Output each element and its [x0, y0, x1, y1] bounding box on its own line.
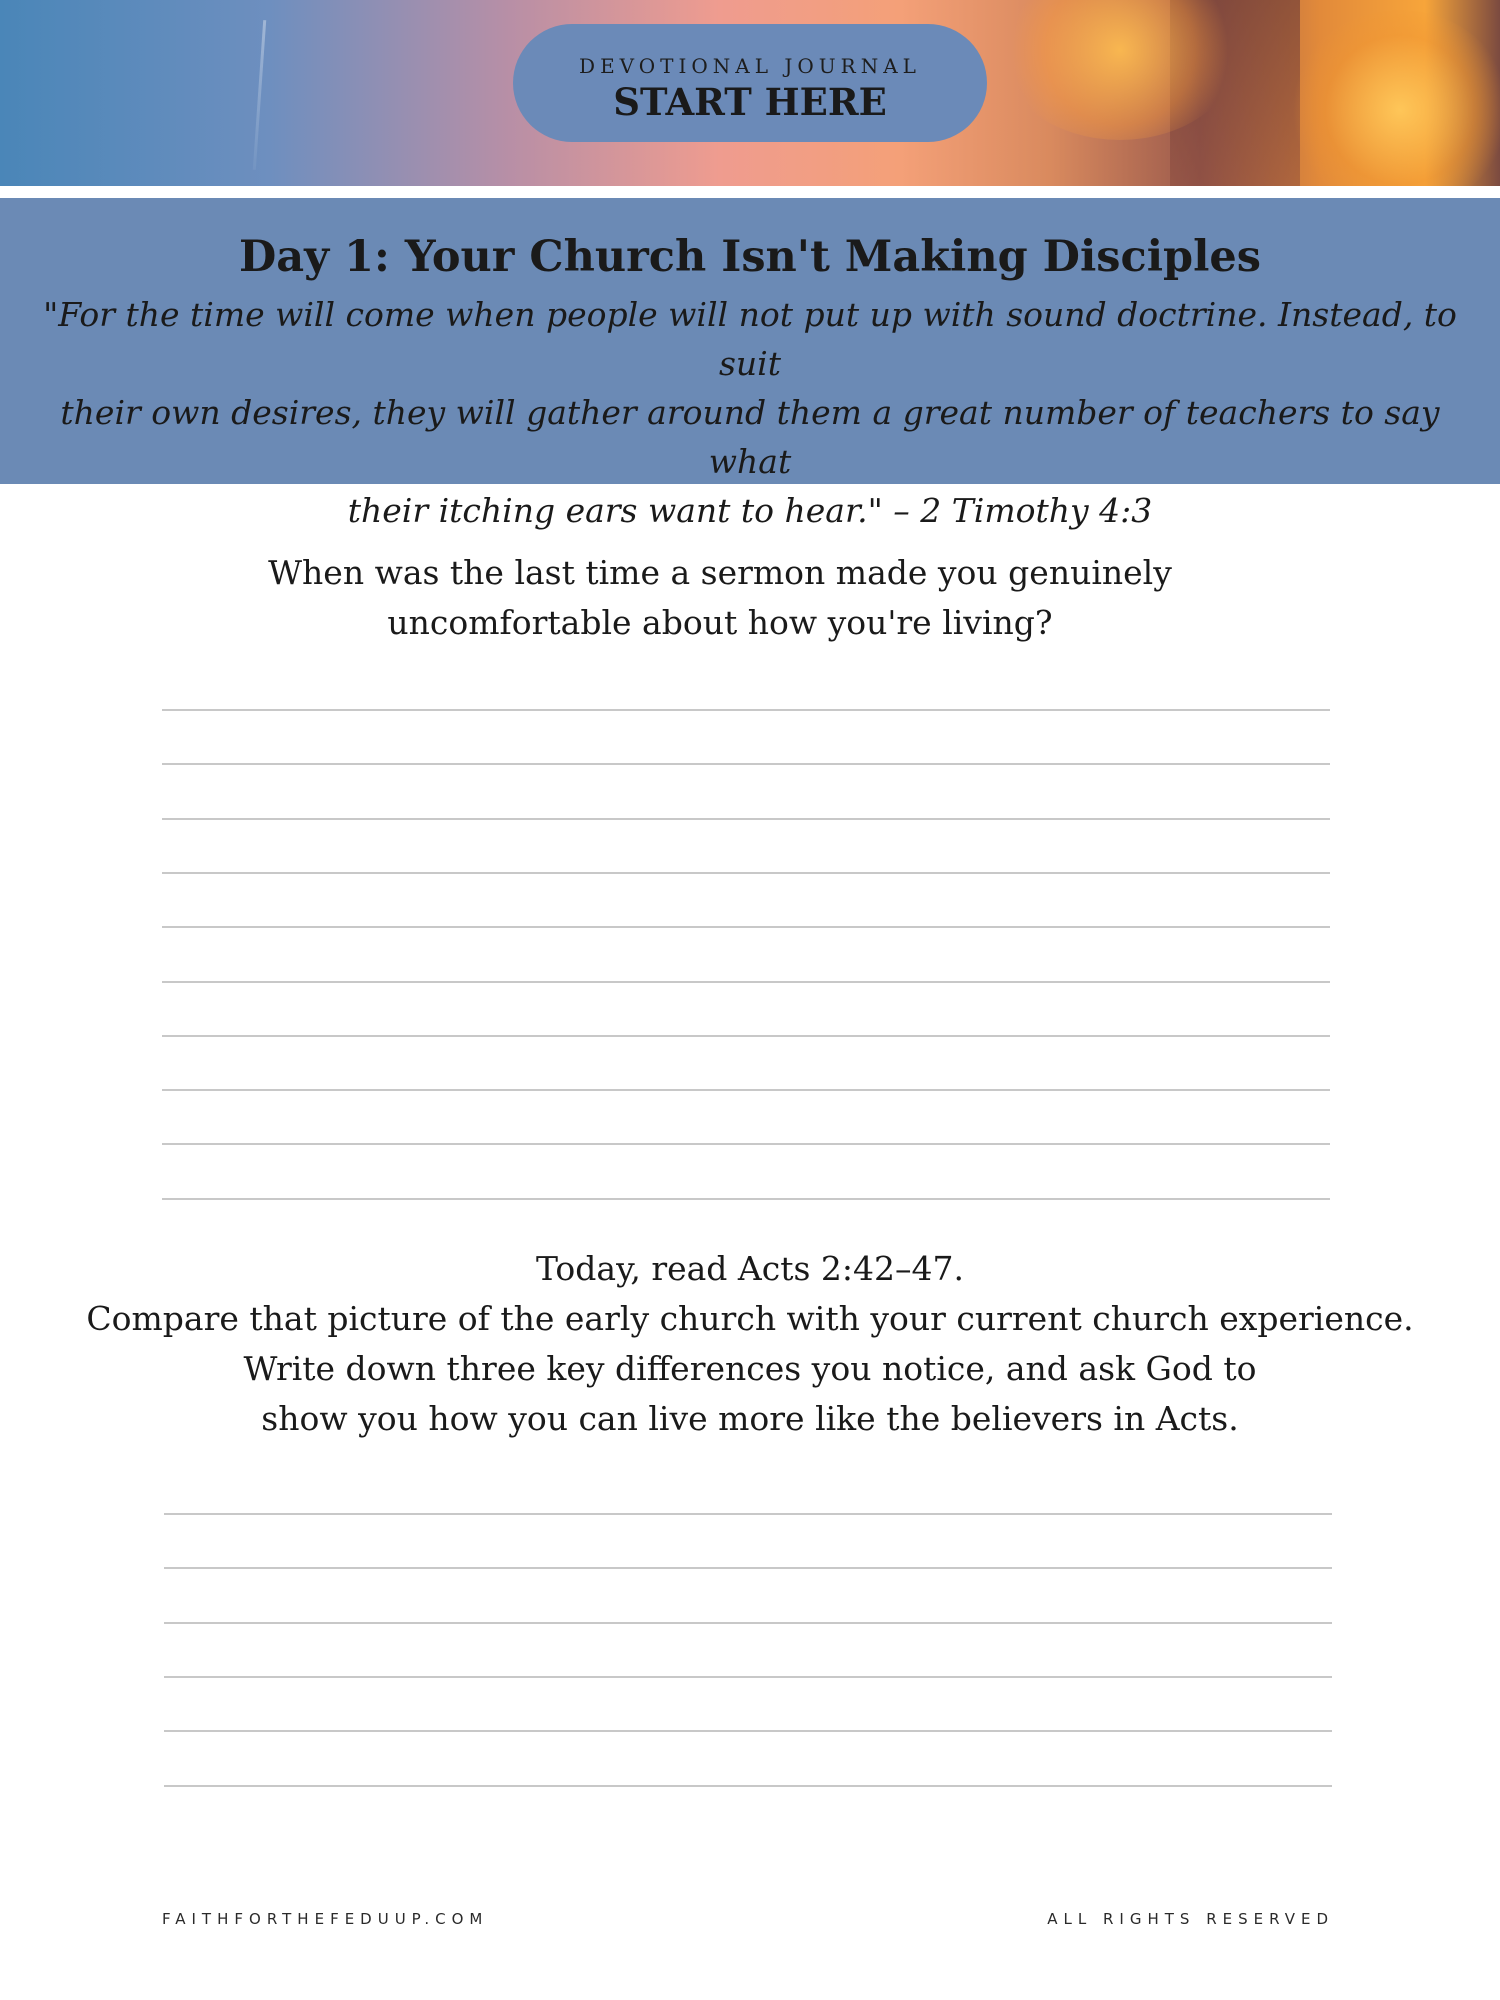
day-header	[0, 198, 1500, 530]
writing-line[interactable]	[164, 1567, 1332, 1569]
footer-website: FAITHFORTHEFEDUUP.COM	[162, 1910, 489, 1928]
journal-prompt-1	[0, 548, 1470, 648]
writing-line[interactable]	[162, 872, 1330, 874]
writing-line[interactable]	[162, 1143, 1330, 1145]
prompt-line: Write down three key differences you notice, and ask God to	[243, 1349, 1257, 1388]
prompt-line: Today, read Acts 2:42–47.	[535, 1249, 965, 1288]
writing-line[interactable]	[164, 1676, 1332, 1678]
journal-prompt-2	[0, 1244, 1500, 1444]
scripture-line: their own desires, they will gather around them a great number of teachers to say what	[60, 393, 1440, 481]
writing-line[interactable]	[162, 763, 1330, 765]
writing-line[interactable]	[164, 1730, 1332, 1732]
scripture-line: "For the time will come when people will not put up with sound doctrine. Instead, to suit	[43, 295, 1457, 383]
writing-line[interactable]	[162, 818, 1330, 820]
badge-kicker: DEVOTIONAL JOURNAL	[579, 54, 921, 78]
writing-line[interactable]	[162, 1035, 1330, 1037]
banner-image	[0, 0, 1500, 186]
writing-line[interactable]	[162, 709, 1330, 711]
banner-texture	[253, 20, 266, 170]
badge-title: START HERE	[613, 80, 887, 124]
footer-rights: ALL RIGHTS RESERVED	[1047, 1910, 1334, 1928]
prompt-line: uncomfortable about how you're living?	[387, 603, 1053, 642]
prompt-line: When was the last time a sermon made you genuinely	[268, 553, 1172, 592]
writing-line[interactable]	[164, 1785, 1332, 1787]
divider	[0, 186, 1500, 198]
prompt-line: show you how you can live more like the believers in Acts.	[261, 1399, 1239, 1438]
prompt-line: Compare that picture of the early church with your current church experience.	[86, 1299, 1414, 1338]
writing-line[interactable]	[162, 1198, 1330, 1200]
writing-line[interactable]	[162, 926, 1330, 928]
writing-line[interactable]	[164, 1513, 1332, 1515]
writing-line[interactable]	[162, 981, 1330, 983]
writing-line[interactable]	[162, 1089, 1330, 1091]
banner-light	[1290, 10, 1500, 186]
day-title: Day 1: Your Church Isn't Making Disciples	[238, 232, 1261, 282]
writing-line[interactable]	[164, 1622, 1332, 1624]
scripture-quote	[30, 290, 1470, 535]
start-here-badge	[513, 24, 987, 142]
scripture-line: their itching ears want to hear." – 2 Timothy 4:3	[347, 491, 1153, 530]
